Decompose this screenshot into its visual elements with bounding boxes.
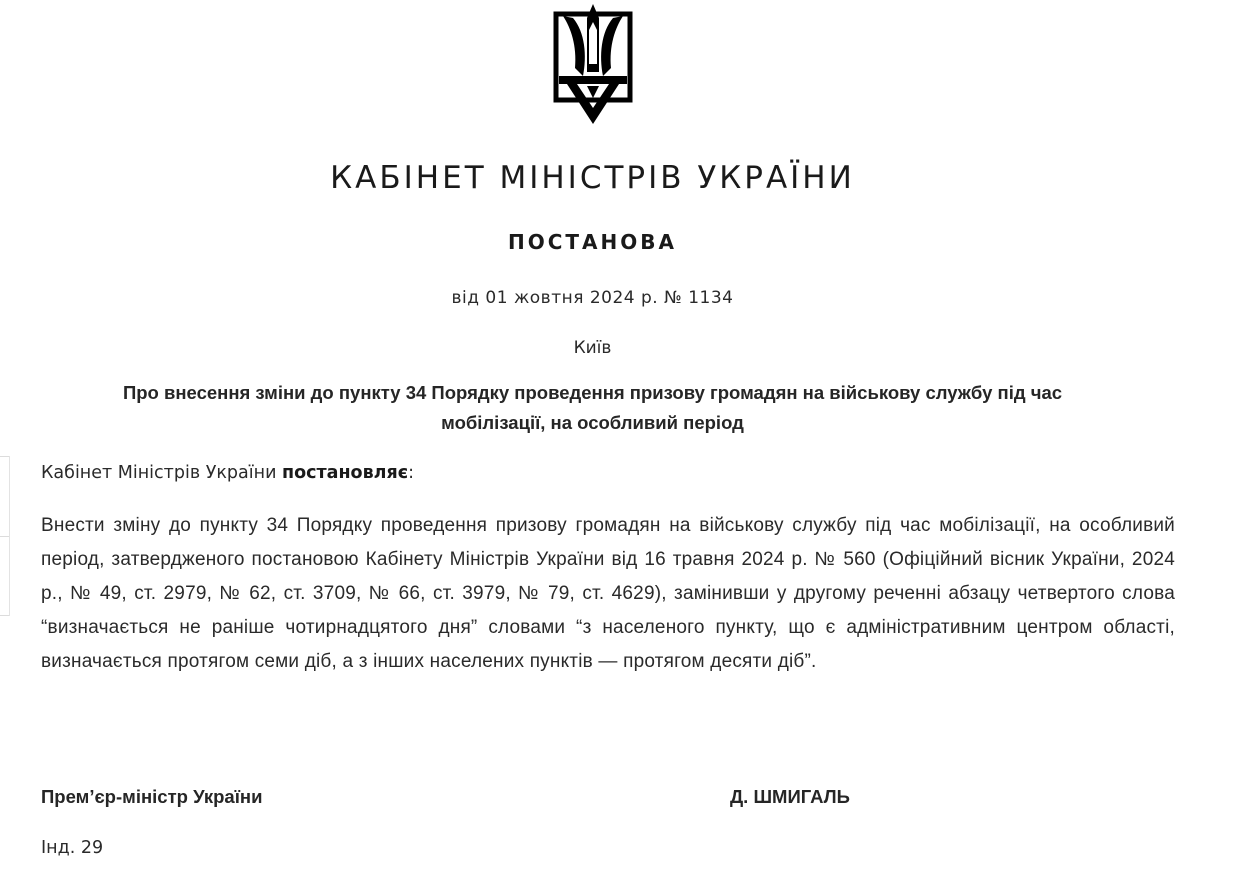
signer-name: Д. ШМИГАЛЬ <box>730 786 850 807</box>
intro-suffix: : <box>408 463 414 483</box>
body-paragraph: Внести зміну до пункту 34 Порядку проведення призову громадян на військову службу під час мобілізації, на особливий період, затвердженого постановою Кабінету Міністрів України від 16 травня 2024 р. № 560 (Офіційний вісник України, 2024 р., № 49, ст. 2979, № 62, ст. 3709, № 66, ст. 3979, № 79, ст. 4629), замінивши у другому реченні абзацу четвертого слова “визначається не раніше чотирнадцятого дня” словами “з населеного пункту, що є адміністративним центром області, визначається протягом семи діб, а з інших населених пунктів — протягом десяти діб”. <box>41 515 1175 672</box>
intro-bold-word: постановляє <box>282 463 409 483</box>
edge-line <box>9 456 10 616</box>
city: Київ <box>573 338 612 358</box>
intro-paragraph <box>41 460 1181 486</box>
document-index: Інд. 29 <box>41 838 104 858</box>
intro-prefix: Кабінет Міністрів України <box>41 463 283 483</box>
trident-emblem-icon <box>553 2 633 128</box>
date-and-number: від 01 жовтня 2024 р. № 1134 <box>451 288 734 308</box>
signer-title: Прем’єр-міністр України <box>41 786 263 807</box>
document-subject: Про внесення зміни до пункту 34 Порядку проведення призову громадян на військову службу під час мобілізації, на особливий період <box>122 382 1063 433</box>
org-title: КАБІНЕТ МІНІСТРІВ УКРАЇНИ <box>330 160 855 196</box>
document-type: ПОСТАНОВА <box>507 230 677 254</box>
